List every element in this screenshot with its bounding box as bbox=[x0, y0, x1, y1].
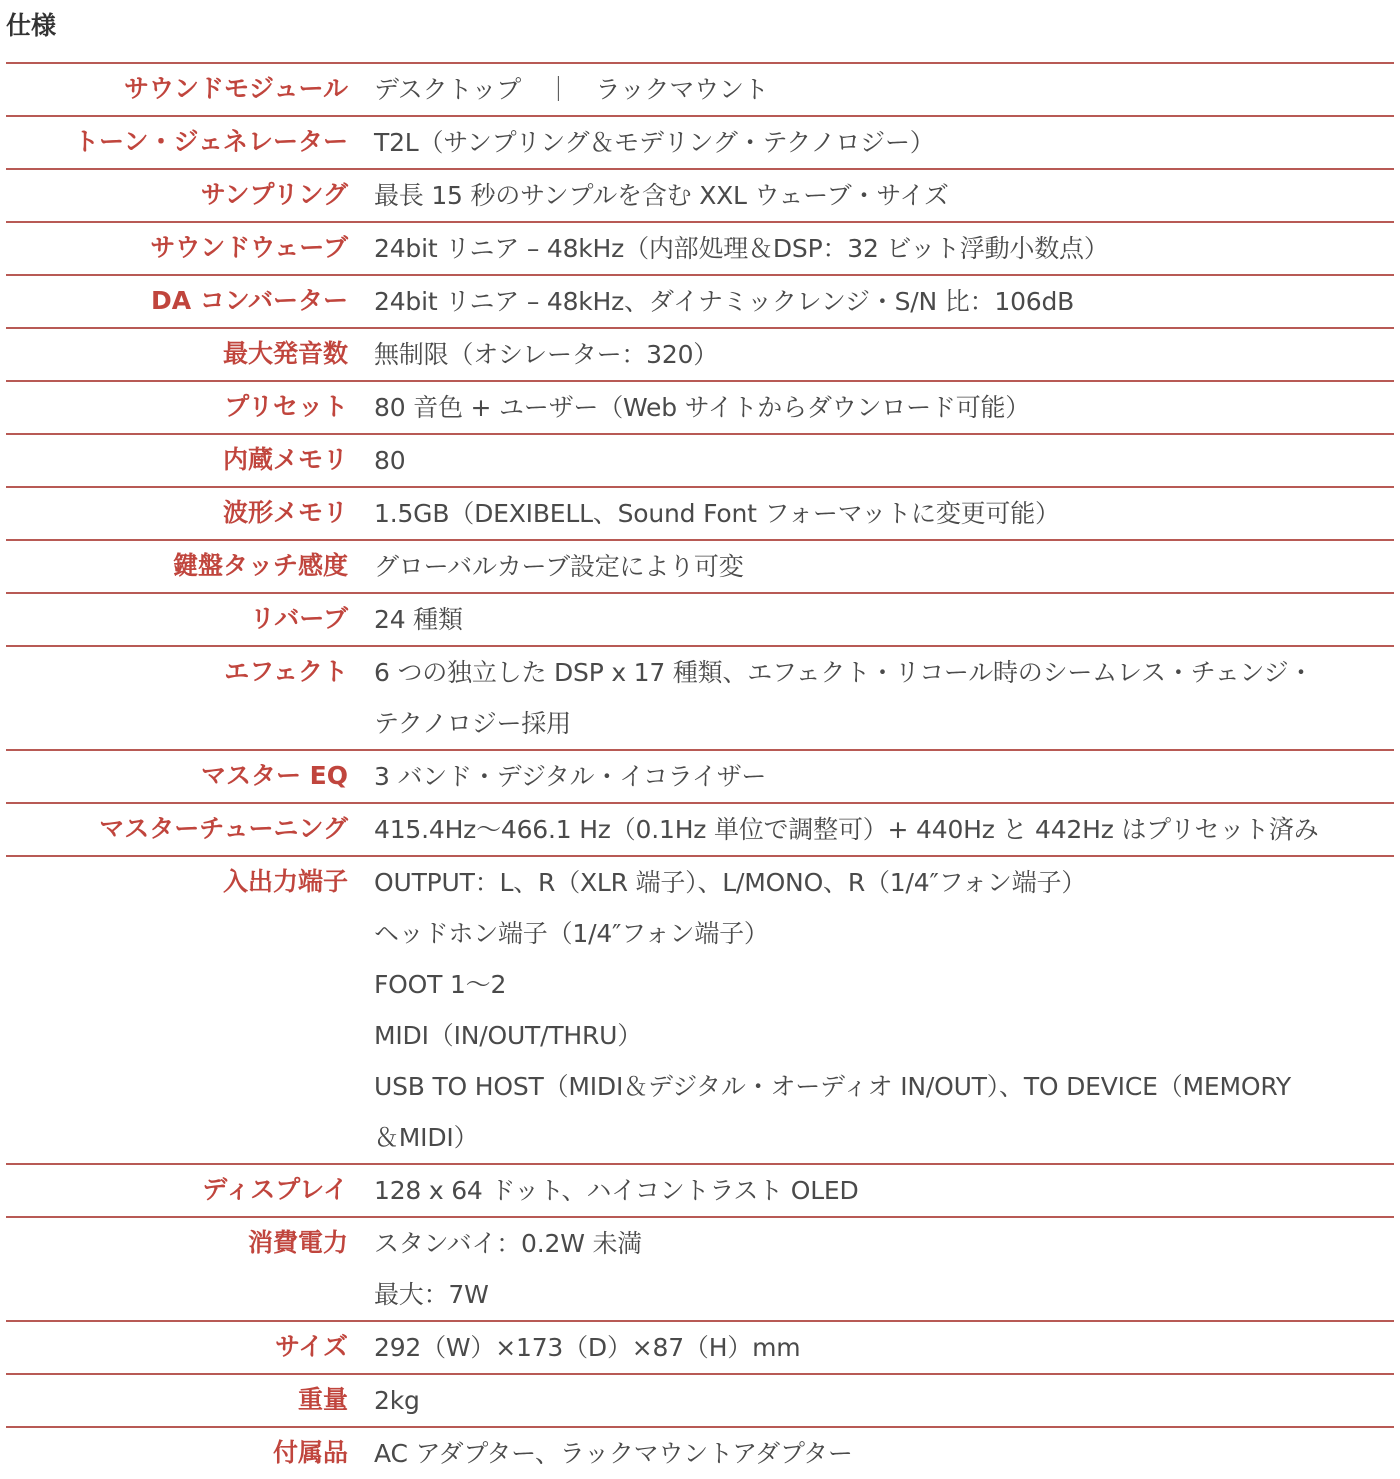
spec-label: 内蔵メモリ bbox=[222, 445, 348, 474]
spec-value: 最長 15 秒のサンプルを含む XXL ウェーブ・サイズ bbox=[374, 181, 949, 210]
spec-label: プリセット bbox=[224, 392, 348, 421]
spec-row bbox=[6, 274, 1394, 327]
spec-label: 付属品 bbox=[272, 1438, 348, 1467]
spec-value: USB TO HOST（MIDI＆デジタル・オーディオ IN/OUT）、TO DEVICE（MEMORY bbox=[374, 1072, 1291, 1101]
spec-value: テクノロジー採用 bbox=[374, 709, 571, 738]
spec-label: 鍵盤タッチ感度 bbox=[172, 551, 348, 580]
spec-values bbox=[348, 751, 1394, 802]
spec-value: T2L（サンプリング＆モデリング・テクノロジー） bbox=[374, 128, 935, 157]
page-title: 仕様 bbox=[6, 11, 57, 40]
spec-value: OUTPUT：L、R（XLR 端子）、L/MONO、R（1/4″フォン端子） bbox=[374, 868, 1087, 897]
spec-value: グローバルカーブ設定により可変 bbox=[374, 552, 744, 581]
spec-row bbox=[6, 62, 1394, 115]
spec-row bbox=[6, 645, 1394, 749]
spec-values bbox=[348, 435, 1394, 486]
spec-values bbox=[348, 804, 1394, 855]
spec-label: 最大発音数 bbox=[222, 339, 348, 368]
spec-value: 292（W）×173（D）×87（H）mm bbox=[374, 1333, 801, 1362]
spec-label: DA コンバーター bbox=[150, 286, 348, 315]
spec-row bbox=[6, 1426, 1394, 1479]
spec-row bbox=[6, 592, 1394, 645]
spec-label: サウンドモジュール bbox=[123, 74, 348, 103]
spec-values bbox=[348, 488, 1394, 539]
spec-values bbox=[348, 382, 1394, 433]
spec-label: 重量 bbox=[297, 1385, 348, 1414]
spec-row bbox=[6, 115, 1394, 168]
spec-values bbox=[348, 594, 1394, 645]
spec-row bbox=[6, 749, 1394, 802]
spec-values bbox=[348, 1322, 1394, 1373]
spec-values bbox=[348, 857, 1394, 1163]
spec-label: 消費電力 bbox=[247, 1228, 348, 1257]
spec-label: トーン・ジェネレーター bbox=[73, 127, 348, 156]
spec-label: エフェクト bbox=[224, 657, 348, 686]
spec-label: サイズ bbox=[274, 1332, 348, 1361]
spec-value: 24 種類 bbox=[374, 605, 463, 634]
spec-label: 波形メモリ bbox=[222, 498, 348, 527]
spec-row bbox=[6, 539, 1394, 592]
spec-values bbox=[348, 647, 1394, 749]
spec-values bbox=[348, 64, 1394, 115]
spec-label: サンプリング bbox=[200, 180, 348, 209]
spec-label: リバーブ bbox=[249, 604, 348, 633]
spec-row bbox=[6, 168, 1394, 221]
spec-value: ＆MIDI） bbox=[374, 1123, 479, 1152]
spec-row bbox=[6, 327, 1394, 380]
spec-row bbox=[6, 221, 1394, 274]
spec-value: 80 bbox=[374, 446, 406, 475]
spec-values bbox=[348, 117, 1394, 168]
spec-values bbox=[348, 1218, 1394, 1320]
spec-label: 入出力端子 bbox=[222, 867, 348, 896]
spec-values bbox=[348, 223, 1394, 274]
spec-value: 128 x 64 ドット、ハイコントラスト OLED bbox=[374, 1176, 859, 1205]
spec-values bbox=[348, 1375, 1394, 1426]
spec-values bbox=[348, 329, 1394, 380]
spec-value: ヘッドホン端子（1/4″フォン端子） bbox=[374, 919, 769, 948]
spec-row bbox=[6, 433, 1394, 486]
spec-value: 415.4Hz～466.1 Hz（0.1Hz 単位で調整可）+ 440Hz と 442Hz はプリセット済み bbox=[374, 815, 1319, 844]
spec-value: デスクトップ ｜ ラックマウント bbox=[374, 75, 769, 104]
spec-row bbox=[6, 802, 1394, 855]
spec-value: 3 バンド・デジタル・イコライザー bbox=[374, 762, 767, 791]
spec-values bbox=[348, 1428, 1394, 1479]
spec-values bbox=[348, 541, 1394, 592]
spec-value: MIDI（IN/OUT/THRU） bbox=[374, 1021, 643, 1050]
spec-label: ディスプレイ bbox=[202, 1175, 348, 1204]
spec-row bbox=[6, 1163, 1394, 1216]
spec-values bbox=[348, 1165, 1394, 1216]
spec-value: 6 つの独立した DSP x 17 種類、エフェクト・リコール時のシームレス・チェンジ・ bbox=[374, 658, 1314, 687]
spec-value: 1.5GB（DEXIBELL、Sound Font フォーマットに変更可能） bbox=[374, 499, 1060, 528]
spec-label: マスター EQ bbox=[200, 761, 348, 790]
spec-row bbox=[6, 1373, 1394, 1426]
spec-value: 最大：7W bbox=[374, 1280, 489, 1309]
spec-value: 無制限（オシレーター：320） bbox=[374, 340, 719, 369]
spec-value: FOOT 1～2 bbox=[374, 970, 507, 999]
spec-row bbox=[6, 1216, 1394, 1320]
spec-row bbox=[6, 1320, 1394, 1373]
spec-values bbox=[348, 170, 1394, 221]
spec-value: スタンバイ：0.2W 未満 bbox=[374, 1229, 643, 1258]
spec-label: マスターチューニング bbox=[99, 814, 348, 843]
spec-value: 2kg bbox=[374, 1386, 420, 1415]
spec-value: 80 音色 + ユーザー（Web サイトからダウンロード可能） bbox=[374, 393, 1031, 422]
spec-value: AC アダプター、ラックマウントアダプター bbox=[374, 1439, 853, 1468]
spec-value: 24bit リニア – 48kHz（内部処理＆DSP：32 ビット浮動小数点） bbox=[374, 234, 1109, 263]
spec-row bbox=[6, 486, 1394, 539]
spec-row bbox=[6, 855, 1394, 1163]
spec-row bbox=[6, 380, 1394, 433]
spec-label: サウンドウェーブ bbox=[150, 233, 348, 262]
spec-value: 24bit リニア – 48kHz、ダイナミックレンジ・S/N 比：106dB bbox=[374, 287, 1075, 316]
spec-values bbox=[348, 276, 1394, 327]
spec-table bbox=[6, 62, 1394, 1479]
